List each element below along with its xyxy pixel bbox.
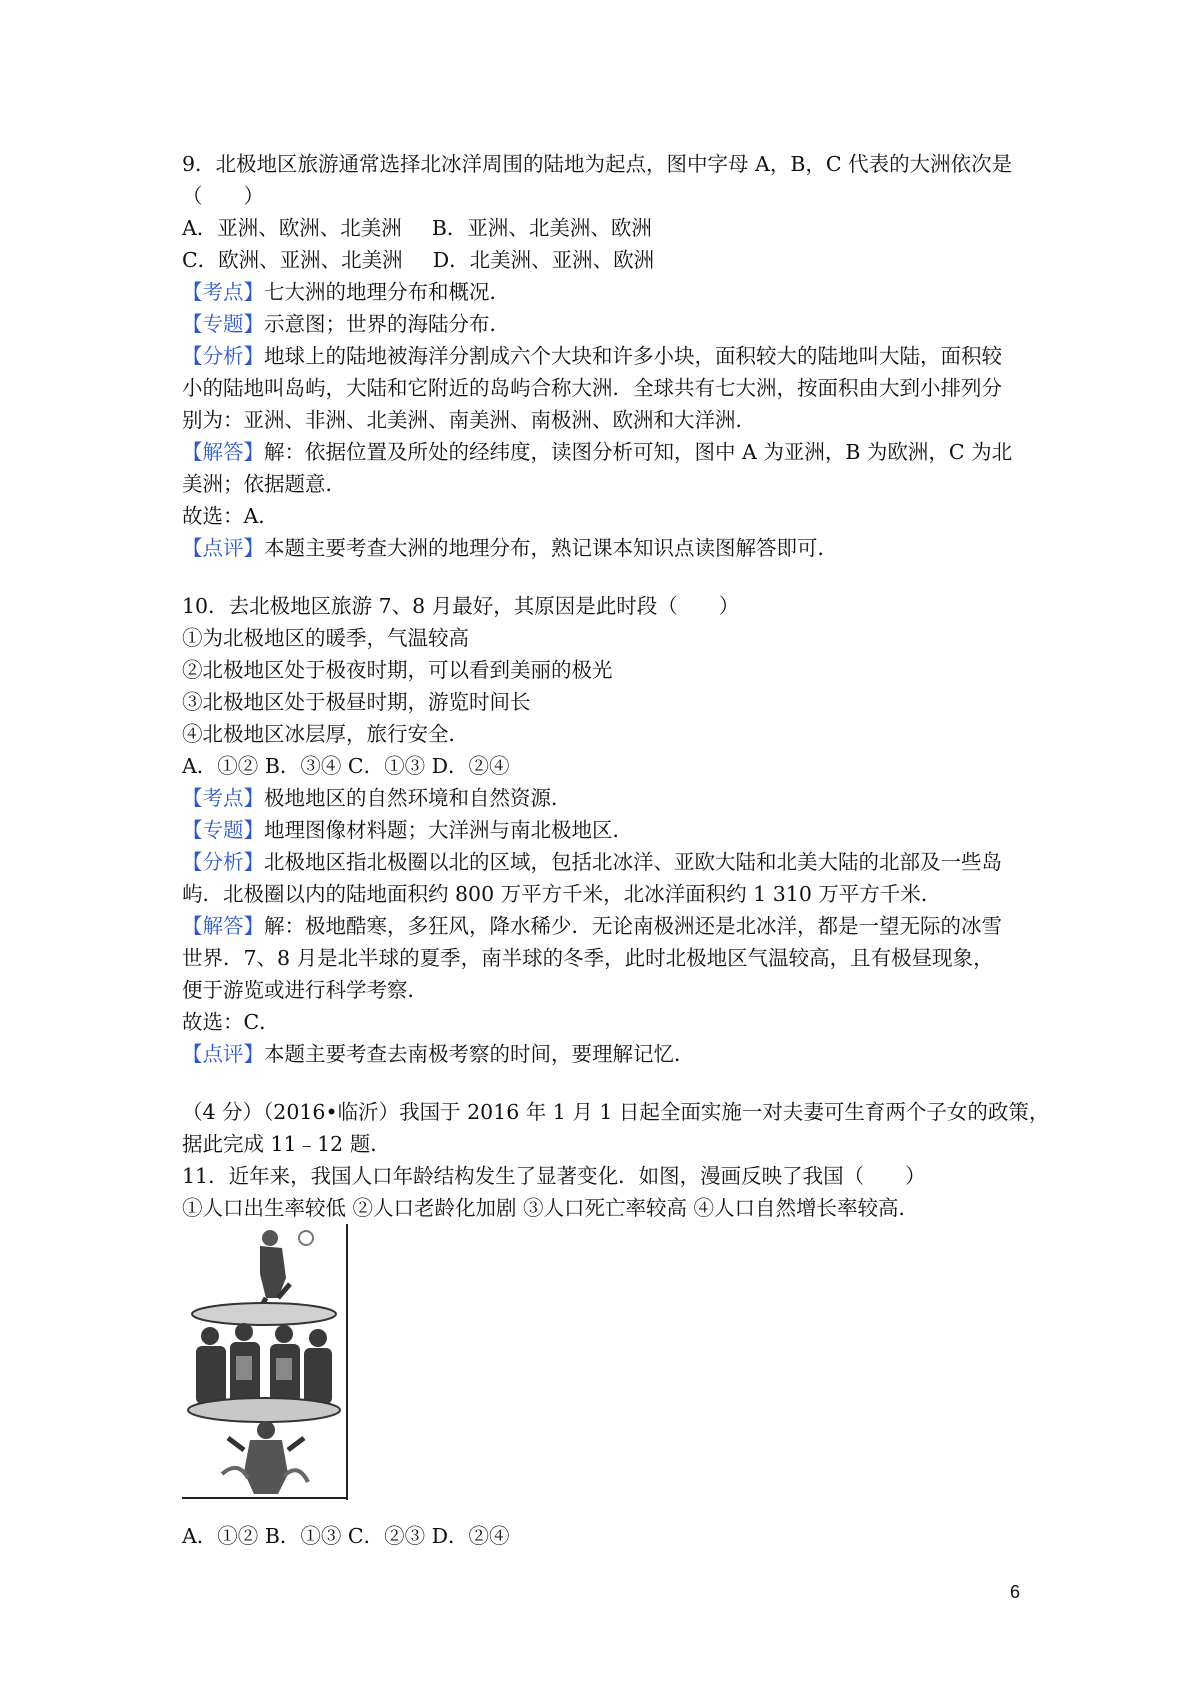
q10-item-3: ③北极地区处于极昼时期，游览时间长	[182, 690, 531, 714]
q10-item-2: ②北极地区处于极夜时期，可以看到美丽的极光	[182, 658, 613, 682]
dianping-tag: 【点评】	[182, 1042, 264, 1066]
q9-zhuanti	[182, 308, 510, 340]
q9-options-row1	[182, 212, 652, 244]
zhuanti-tag: 【专题】	[182, 312, 264, 336]
zhuanti-text: 示意图；世界的海陆分布．	[264, 312, 510, 336]
fenxi-tag: 【分析】	[182, 850, 264, 874]
intro-line2: 据此完成 11﹣12 题．	[182, 1132, 391, 1156]
fenxi-text: 地球上的陆地被海洋分割成六个大块和许多小块，面积较大的陆地叫大陆，面积较	[264, 344, 1002, 368]
q9-option-d: D．北美洲、亚洲、欧洲	[432, 248, 655, 272]
dianping-tag: 【点评】	[182, 536, 264, 560]
q9-jieda-line2: 美洲；依据题意．	[182, 472, 346, 496]
kaodian-tag: 【考点】	[182, 280, 264, 304]
q9-stem-line2: （ ）	[182, 184, 264, 208]
population-pyramid-cartoon	[182, 1224, 350, 1500]
kaodian-text: 极地地区的自然环境和自然资源．	[264, 786, 572, 810]
q9-fenxi-line2: 小的陆地叫岛屿，大陆和它附近的岛屿合称大洲．全球共有七大洲，按面积由大到小排列分	[182, 376, 1002, 400]
q9-guxuan: 故选：A．	[182, 504, 279, 528]
jieda-tag: 【解答】	[182, 440, 264, 464]
q9-kaodian	[182, 276, 510, 308]
q11-items: ①人口出生率较低 ②人口老龄化加剧 ③人口死亡率较高 ④人口自然增长率较高．	[182, 1196, 920, 1220]
q10-guxuan: 故选：C．	[182, 1010, 280, 1034]
q9-stem-line1: 9．北极地区旅游通常选择北冰洋周围的陆地为起点，图中字母 A，B，C 代表的大洲依次是	[182, 152, 1013, 176]
dianping-text: 本题主要考查去南极考察的时间，要理解记忆．	[264, 1042, 695, 1066]
q10-fenxi-line2: 屿．北极圈以内的陆地面积约 800 万平方千米，北冰洋面积约 1 310 万平方千米．	[182, 882, 942, 906]
q10-dianping	[182, 1038, 695, 1070]
jieda-text: 解：依据位置及所处的经纬度，读图分析可知，图中 A 为亚洲，B 为欧洲，C 为北	[264, 440, 1013, 464]
q11-options: A．①② B．①③ C．②③ D．②④	[182, 1524, 510, 1548]
q10-item-1: ①为北极地区的暖季，气温较高	[182, 626, 469, 650]
jieda-text: 解：极地酷寒，多狂风，降水稀少．无论南极洲还是北冰洋，都是一望无际的冰雪	[264, 914, 1002, 938]
q9-option-b: B．亚洲、北美洲、欧洲	[431, 216, 652, 240]
q9-jieda-line1	[182, 436, 1012, 468]
dianping-text: 本题主要考查大洲的地理分布，熟记课本知识点读图解答即可．	[264, 536, 838, 560]
q11-stem: 11．近年来，我国人口年龄结构发生了显著变化．如图，漫画反映了我国（ ）	[182, 1164, 926, 1188]
intro-line1: （4 分）（2016•临沂）我国于 2016 年 1 月 1 日起全面实施一对夫妻可生育两个子女的政策，	[182, 1100, 1050, 1124]
q10-jieda-line3: 便于游览或进行科学考察．	[182, 978, 428, 1002]
q9-options-row2	[182, 244, 654, 276]
fenxi-tag: 【分析】	[182, 344, 264, 368]
zhuanti-text: 地理图像材料题；大洋洲与南北极地区．	[264, 818, 633, 842]
q10-kaodian	[182, 782, 572, 814]
q10-stem: 10．去北极地区旅游 7、8 月最好，其原因是此时段（ ）	[182, 594, 740, 618]
q9-dianping	[182, 532, 838, 564]
q10-zhuanti	[182, 814, 633, 846]
jieda-tag: 【解答】	[182, 914, 264, 938]
q10-fenxi-line1	[182, 846, 1002, 878]
q9-fenxi-line1	[182, 340, 1002, 372]
q10-options: A．①② B．③④ C．①③ D．②④	[182, 754, 510, 778]
fenxi-text: 北极地区指北极圈以北的区域，包括北冰洋、亚欧大陆和北美大陆的北部及一些岛	[264, 850, 1002, 874]
zhuanti-tag: 【专题】	[182, 818, 264, 842]
q10-item-4: ④北极地区冰层厚，旅行安全．	[182, 722, 469, 746]
q10-jieda-line1	[182, 910, 1002, 942]
kaodian-text: 七大洲的地理分布和概况．	[264, 280, 510, 304]
q9-option-c: C．欧洲、亚洲、北美洲	[182, 248, 403, 272]
kaodian-tag: 【考点】	[182, 786, 264, 810]
q9-fenxi-line3: 别为：亚洲、非洲、北美洲、南美洲、南极洲、欧洲和大洋洲．	[182, 408, 756, 432]
q9-option-a: A．亚洲、欧洲、北美洲	[182, 216, 402, 240]
page-number: 6	[1010, 1582, 1021, 1602]
q10-jieda-line2: 世界．7、8 月是北半球的夏季，南半球的冬季，此时北极地区气温较高，且有极昼现象，	[182, 946, 994, 970]
